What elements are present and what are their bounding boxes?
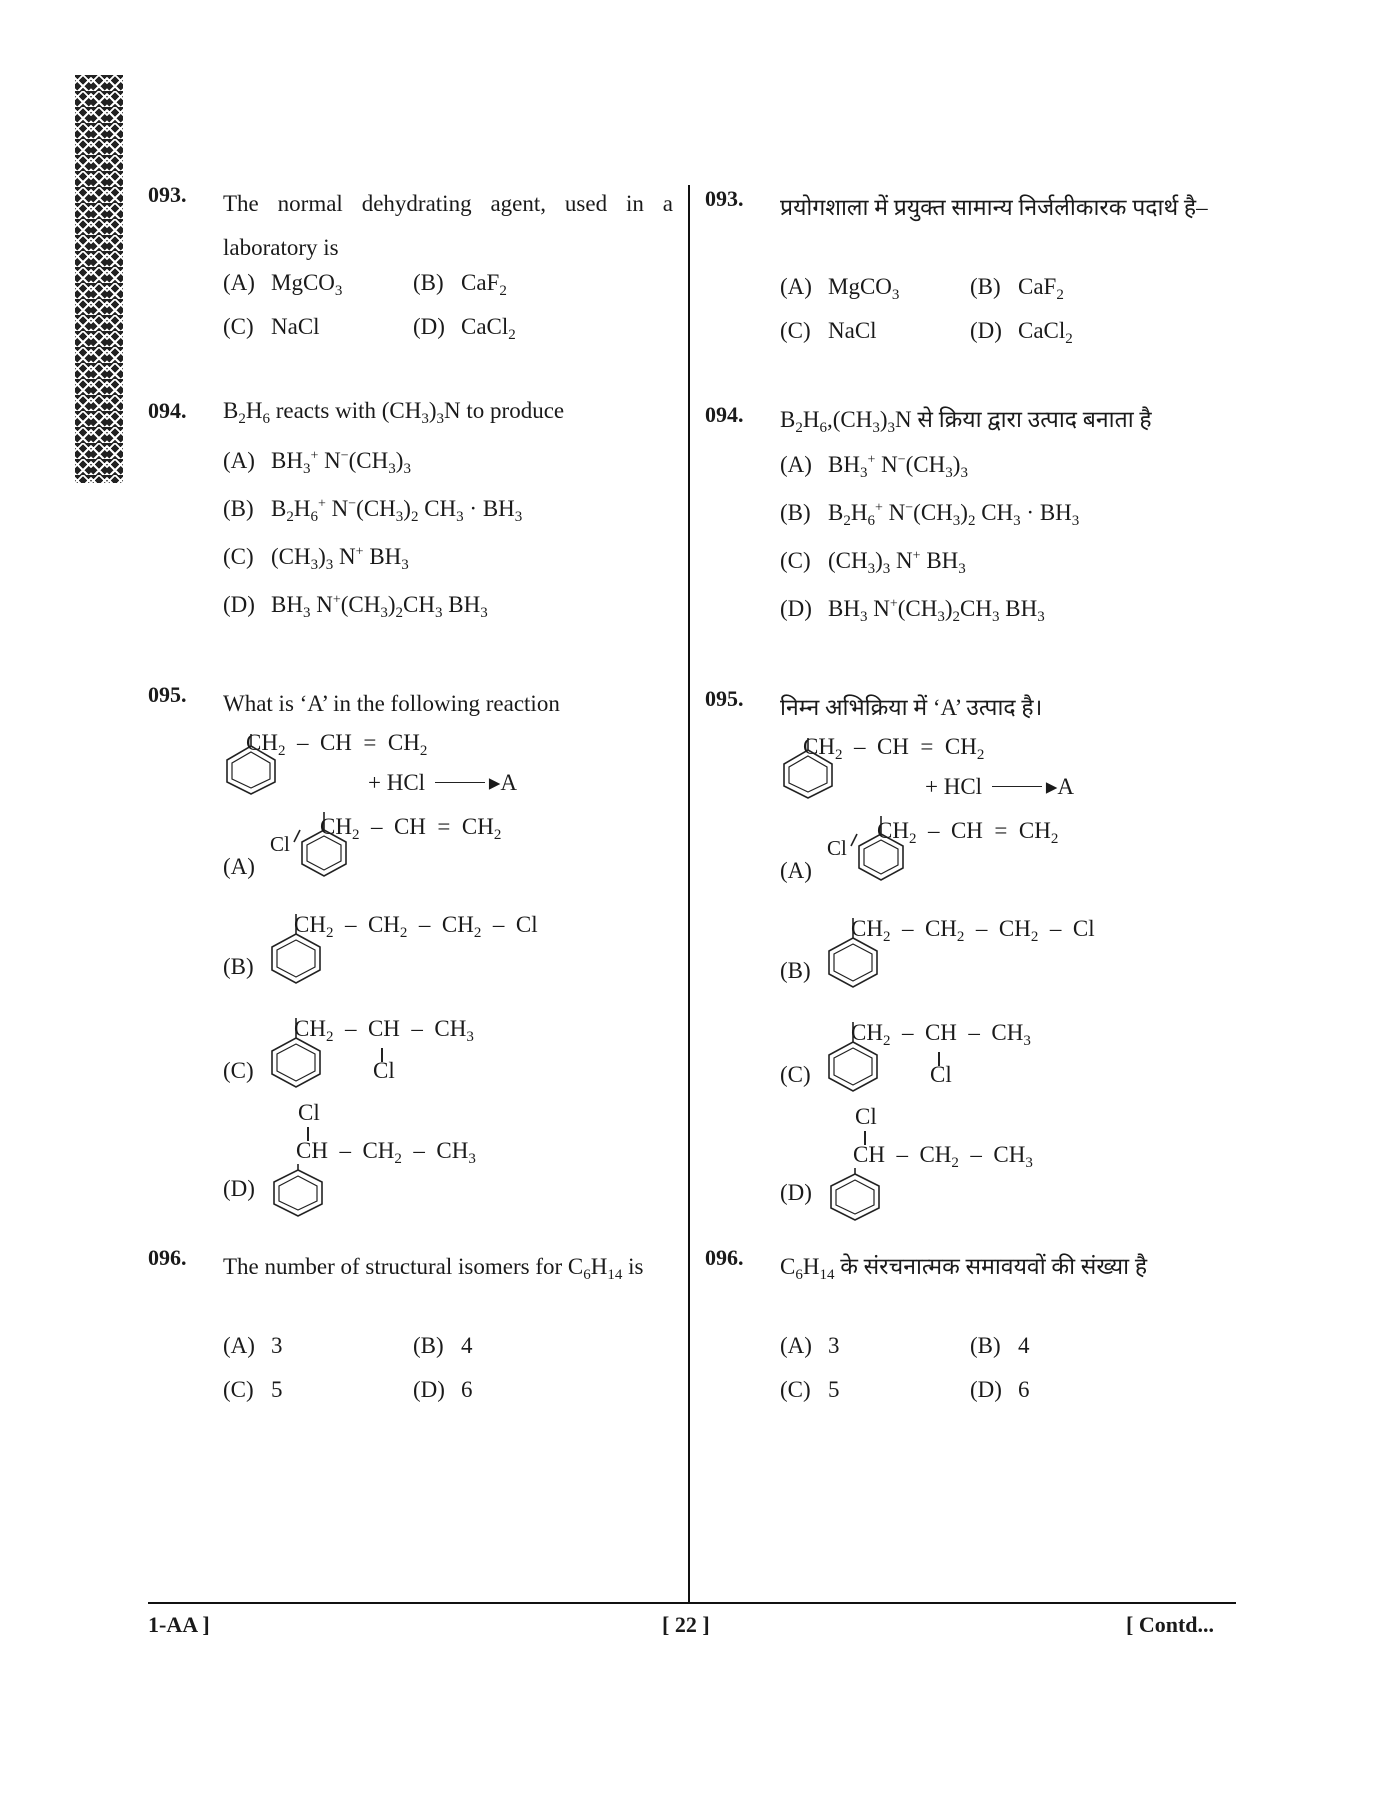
question-number: 095. — [148, 682, 187, 707]
option-d-label: (D) — [223, 1176, 255, 1201]
chlorine-label: Cl — [270, 832, 290, 856]
option-d-chlorine: Cl — [298, 1100, 320, 1125]
question-text: निम्न अभिक्रिया में ‘A’ उत्पाद है। — [780, 695, 1043, 720]
question-number: 096. — [705, 1245, 744, 1270]
benzene-ring-icon — [268, 1164, 328, 1220]
question-text: $B_2H_6$ reacts with $(CH_3)_3N$ to produce — [223, 398, 565, 427]
option-d: (D) $BH_3$ $N^+(CH_3)_2CH_3$ $BH_3$ — [780, 596, 1045, 625]
option-a: (A) MgCO$_3$ — [780, 274, 900, 303]
option-c: (C) NaCl — [780, 318, 877, 343]
question-text: The normal dehydrating agent, used in a laboratory is — [223, 191, 673, 260]
reaction-reagent: + HCl ▸A — [925, 774, 1074, 799]
option-a-chain: $CH_2$ – CH = $CH_2$ — [877, 818, 1059, 847]
option-b-chain: $CH_2 - CH_2 - CH_2$ – Cl — [851, 916, 1095, 945]
question-number: 093. — [705, 186, 744, 211]
option-b-label: (B) — [223, 954, 254, 979]
option-d: (D) CaCl$_2$ — [970, 318, 1073, 347]
question-number: 094. — [148, 398, 187, 423]
question-number: 093. — [148, 182, 187, 207]
option-c: (C) 5 — [223, 1377, 283, 1402]
continued-label: [ Contd... — [1126, 1612, 1215, 1637]
reactant-chain: $CH_2$ – CH = $CH_2$ — [803, 734, 985, 763]
option-d: (D) 6 — [413, 1377, 473, 1402]
option-b-chain: $CH_2 - CH_2 - CH_2$ – Cl — [294, 912, 538, 941]
option-c-chain: $CH_2$ – CH – $CH_3$ — [294, 1016, 474, 1045]
option-a-chain: $CH_2$ – CH = $CH_2$ — [320, 814, 502, 843]
question-number: 094. — [705, 402, 744, 427]
option-c: (C) 5 — [780, 1377, 840, 1402]
option-a: (A) $BH_3^+$ $N^-(CH_3)_3$ — [223, 448, 411, 477]
chlorine-label: Cl — [827, 836, 847, 860]
booklet-code: 1-AA ] — [148, 1612, 210, 1637]
question-number: 096. — [148, 1245, 187, 1270]
reactant-chain: $CH_2$ – CH = $CH_2$ — [246, 730, 428, 759]
footer-rule — [148, 1602, 1236, 1604]
option-a-label: (A) — [780, 858, 812, 883]
option-b: (B) 4 — [970, 1333, 1030, 1358]
option-c: (C) NaCl — [223, 314, 320, 339]
option-c-chlorine: Cl — [930, 1062, 952, 1087]
reaction-reagent: + HCl ▸A — [368, 770, 517, 795]
option-b: (B) 4 — [413, 1333, 473, 1358]
question-text: प्रयोगशाला में प्रयुक्त सामान्य निर्जलीकारक पदार्थ है– — [780, 195, 1208, 220]
option-d: (D) 6 — [970, 1377, 1030, 1402]
option-d: (D) $BH_3$ $N^+(CH_3)_2CH_3$ $BH_3$ — [223, 592, 488, 621]
option-c-chlorine: Cl — [373, 1058, 395, 1083]
question-number: 095. — [705, 686, 744, 711]
option-a-label: (A) — [223, 854, 255, 879]
option-d: (D) CaCl$_2$ — [413, 314, 516, 343]
option-b: (B) CaF$_2$ — [413, 270, 507, 299]
question-text: What is ‘A’ in the following reaction — [223, 691, 560, 716]
option-a: (A) MgCO$_3$ — [223, 270, 343, 299]
option-d-chain: CH – $CH_2 - CH_3$ — [296, 1138, 476, 1167]
option-c: (C) $(CH_3)_3$ N+ $BH_3$ — [223, 544, 409, 573]
option-c: (C) $(CH_3)_3$ N+ $BH_3$ — [780, 548, 966, 577]
question-text: $C_6H_{14}$ के संरचनात्मक समावयवों की संख्या है — [780, 1254, 1148, 1283]
option-c-chain: $CH_2$ – CH – $CH_3$ — [851, 1020, 1031, 1049]
option-a: (A) $BH_3^+$ $N^-(CH_3)_3$ — [780, 452, 968, 481]
decorative-border-pattern — [75, 75, 123, 483]
option-b: (B) CaF$_2$ — [970, 274, 1064, 303]
option-b: (B) $B_2H_6^+$ $N^-(CH_3)_2$ $CH_3 \cdot BH_3$ — [223, 496, 523, 525]
option-c-label: (C) — [223, 1058, 254, 1083]
option-d-label: (D) — [780, 1180, 812, 1205]
question-text: The number of structural isomers for $C_6H_{14}$ is — [223, 1254, 644, 1283]
question-text: $B_2H_6,(CH_3)_3N$ से क्रिया द्वारा उत्पाद बनाता है — [780, 407, 1152, 436]
column-divider — [688, 185, 690, 1603]
option-d-chain: CH – $CH_2 - CH_3$ — [853, 1142, 1033, 1171]
benzene-ring-icon — [825, 1168, 885, 1224]
option-a: (A) 3 — [223, 1333, 283, 1358]
option-c-label: (C) — [780, 1062, 811, 1087]
option-d-chlorine: Cl — [855, 1104, 877, 1129]
option-b-label: (B) — [780, 958, 811, 983]
option-a: (A) 3 — [780, 1333, 840, 1358]
option-b: (B) $B_2H_6^+$ $N^-(CH_3)_2$ $CH_3 \cdot BH_3$ — [780, 500, 1080, 529]
page-number: [ 22 ] — [662, 1612, 710, 1637]
